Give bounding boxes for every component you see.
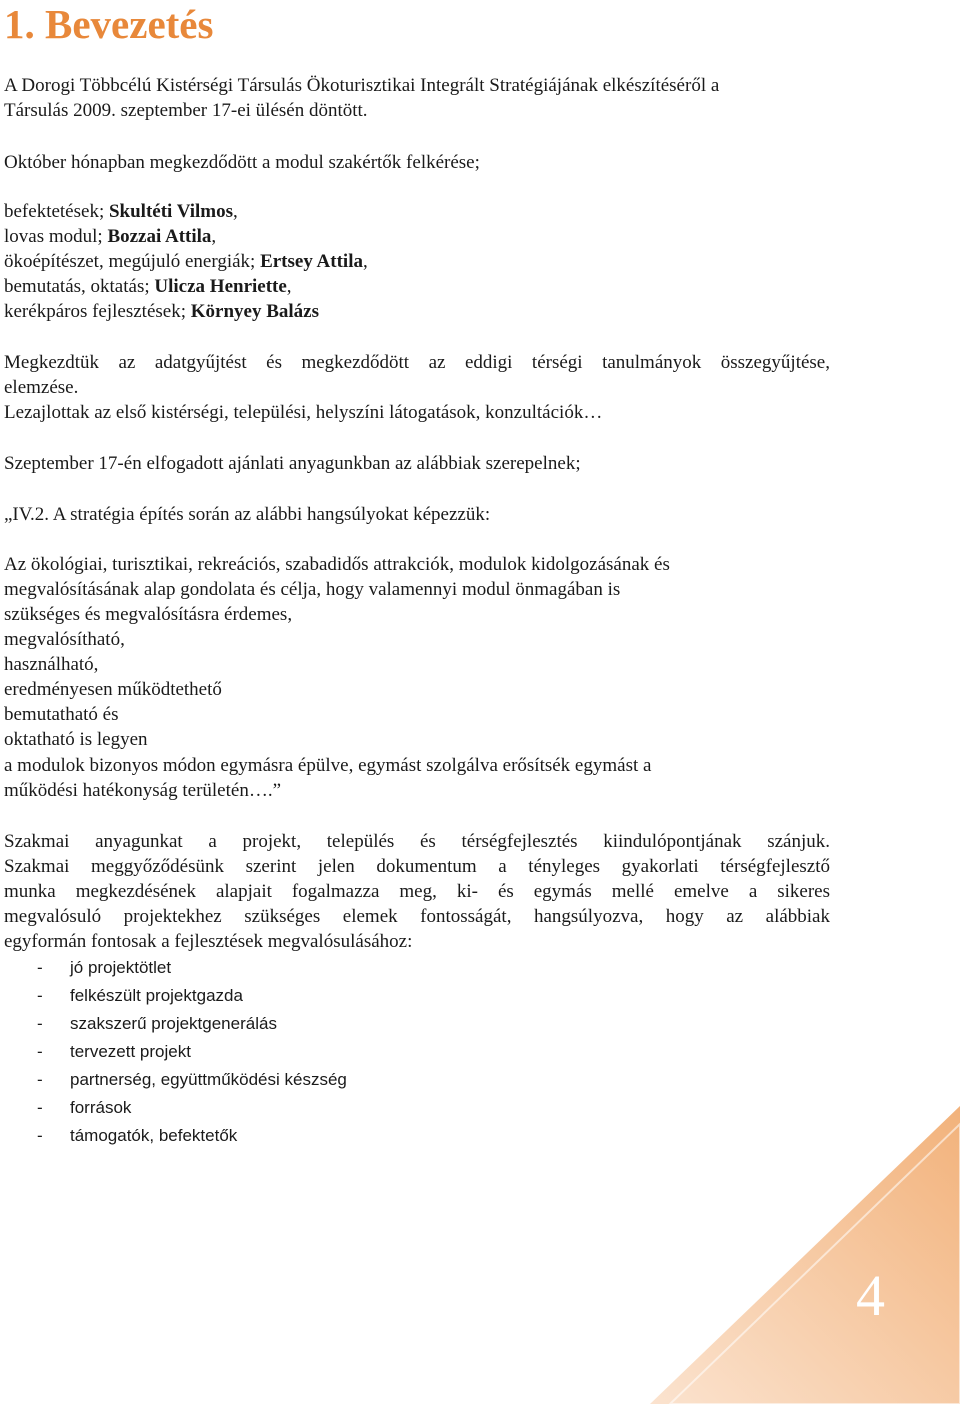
expert-suffix: , [233, 201, 238, 222]
strategy-line: a modulok bizonyos módon egymásra épülve, egymást szolgálva erősítsék egymást a [4, 755, 652, 776]
october-paragraph: Október hónapban megkezdődött a modul szakértők felkérése; [4, 152, 480, 173]
strategy-line: működési hatékonyság területén….” [4, 780, 282, 801]
bullet-dash: - [37, 1098, 43, 1117]
list-item-text: felkészült projektgazda [70, 986, 243, 1005]
strategy-line: megvalósításának alap gondolata és célja, hogy valamennyi modul önmagában is [4, 579, 621, 600]
expert-topic: kerékpáros fejlesztések; [4, 301, 191, 322]
bullet-dash: - [37, 1126, 43, 1145]
expert-name: Ulicza Henriette [154, 276, 287, 297]
expert-suffix: , [211, 226, 217, 247]
corner-triangle [650, 1106, 960, 1404]
expert-topic: ökoépítészet, megújuló energiák; [4, 251, 261, 272]
expert-topic: befektetések; [4, 201, 109, 222]
bullet-dash: - [37, 958, 43, 977]
list-item-text: támogatók, befektetők [70, 1126, 238, 1145]
expert-topic: bemutatás, oktatás; [4, 276, 155, 297]
bullet-dash: - [37, 1070, 43, 1089]
collection-line: elemzése. [4, 377, 79, 398]
strategy-line: használható, [4, 654, 99, 675]
closing-line: munka megkezdésének alapjait fogalmazza meg, ki- és egymás mellé emelve a sikeres [4, 881, 830, 902]
strategy-line: oktatható is legyen [4, 729, 148, 750]
september-paragraph: Szeptember 17-én elfogadott ajánlati anyagunkban az alábbiak szerepelnek; [4, 453, 581, 474]
expert-name: Környey Balázs [190, 301, 319, 322]
strategy-line: eredményesen működtethető [4, 679, 222, 700]
strategy-line: bemutatható és [4, 704, 119, 725]
strategy-line: Az ökológiai, turisztikai, rekreációs, szabadidős attrakciók, modulok kidolgozásának és [4, 554, 670, 575]
list-item-text: jó projektötlet [70, 958, 172, 977]
expert-line [4, 249, 368, 274]
list-item-text: partnerség, együttműködési készség [70, 1070, 347, 1089]
intro-line: A Dorogi Többcélú Kistérségi Társulás Ökoturisztikai Integrált Stratégiájának elkészítéséről a [4, 75, 720, 96]
expert-topic: lovas modul; [4, 226, 108, 247]
strategy-line: szükséges és megvalósításra érdemes, [4, 604, 293, 625]
list-item-text: tervezett projekt [70, 1042, 191, 1061]
expert-line [4, 299, 319, 324]
bullet-dash: - [37, 1014, 43, 1033]
page-title: 1. Bevezetés [4, 1, 214, 47]
expert-name: Bozzai Attila [107, 226, 212, 247]
collection-line: Megkezdtük az adatgyűjtést és megkezdődött az eddigi térségi tanulmányok összegyűjtése, [4, 352, 830, 373]
page-corner-decoration [640, 1104, 960, 1404]
expert-line [4, 224, 216, 249]
expert-line [4, 199, 238, 224]
expert-name: Ertsey Attila [260, 251, 363, 272]
closing-line: megvalósuló projektekhez szükséges elemek fontosságát, hangsúlyozva, hogy az alábbiak [4, 906, 830, 927]
closing-line: Szakmai meggyőződésünk szerint jelen dokumentum a tényleges gyakorlati térségfejlesztő [4, 856, 830, 877]
collection-line: Lezajlottak az első kistérségi, települési, helyszíni látogatások, konzultációk… [4, 402, 603, 423]
expert-name: Skultéti Vilmos [108, 201, 234, 222]
expert-suffix: , [286, 276, 292, 297]
strategy-line: megvalósítható, [4, 629, 125, 650]
strategy-intro: „IV.2. A stratégia építés során az alábbi hangsúlyokat képezzük: [4, 504, 491, 525]
closing-line: egyformán fontosak a fejlesztések megvalósulásához: [4, 931, 413, 952]
expert-line [4, 274, 292, 299]
bullet-dash: - [37, 986, 43, 1005]
intro-line: Társulás 2009. szeptember 17-ei ülésén döntött. [4, 100, 368, 121]
page-number: 4 [856, 1263, 885, 1328]
closing-line: Szakmai anyagunkat a projekt, település és térségfejlesztés kiindulópontjának szánjuk. [4, 831, 830, 852]
list-item-text: források [70, 1098, 132, 1117]
list-item-text: szakszerű projektgenerálás [70, 1014, 277, 1033]
expert-suffix: , [362, 251, 368, 272]
bullet-dash: - [37, 1042, 43, 1061]
